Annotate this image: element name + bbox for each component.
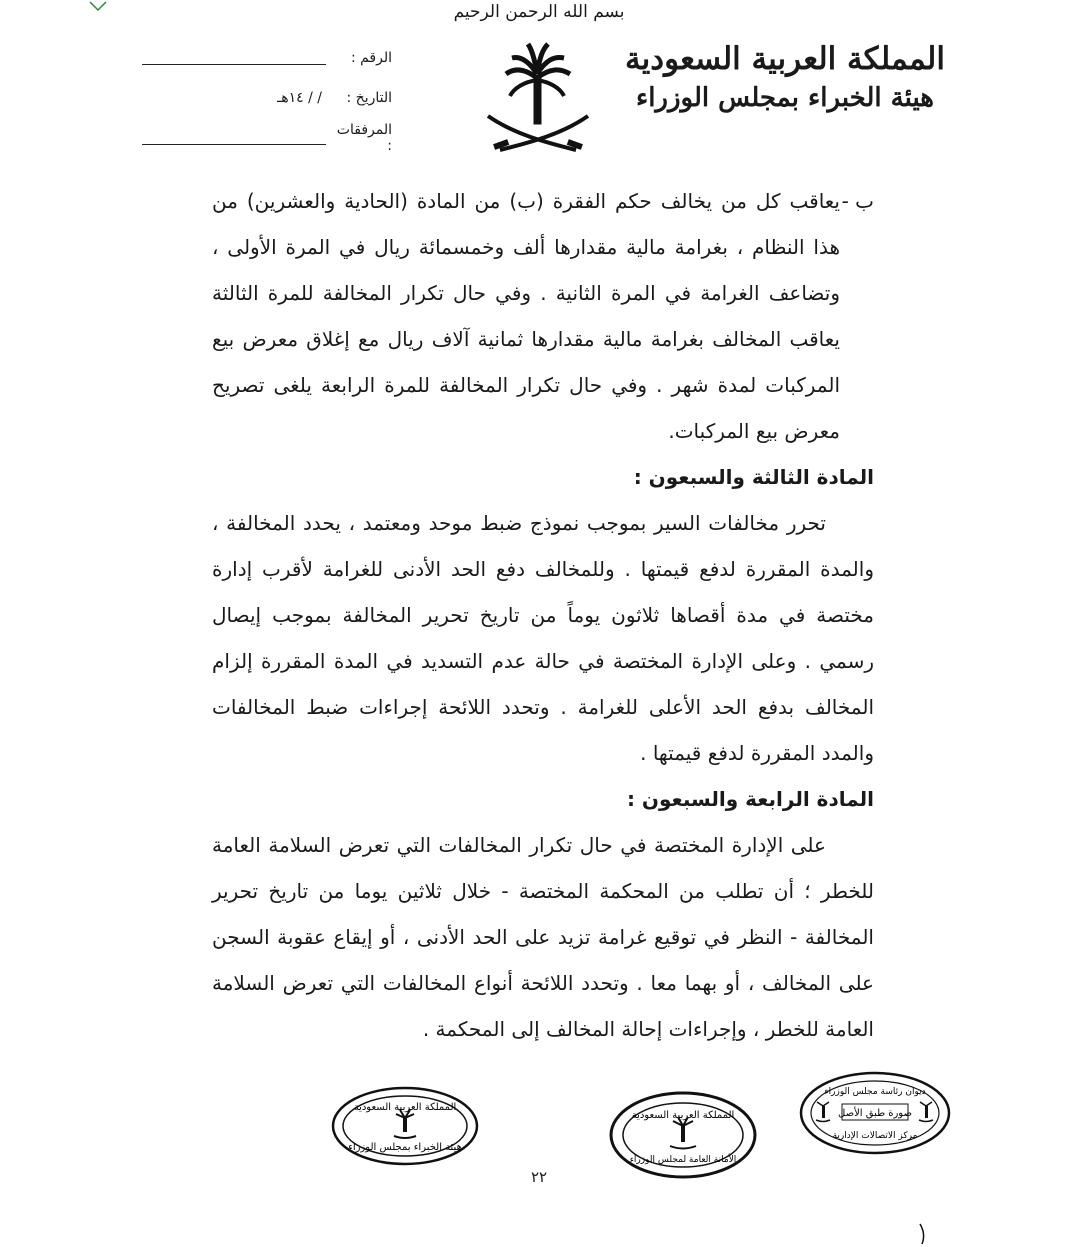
item-b-paragraph	[212, 178, 874, 454]
palm-swords-emblem-icon	[484, 38, 592, 160]
attachments-line	[142, 132, 326, 145]
middle-seal-emblem-icon	[670, 1117, 696, 1149]
left-seal-top-text: المملكة العربية السعودية	[353, 1102, 457, 1113]
right-seal-middle-text: صورة طبق الأصل	[838, 1108, 912, 1119]
reference-line	[142, 52, 326, 65]
document-body	[212, 178, 874, 1052]
date-row	[142, 78, 392, 118]
official-seals	[0, 1068, 1078, 1178]
document-reference-block	[142, 38, 392, 158]
experts-authority-seal	[330, 1086, 480, 1166]
item-b-marker: ب -	[841, 189, 874, 213]
page-number: ٢٢	[530, 1168, 548, 1186]
basmala: بسم الله الرحمن الرحيم	[453, 2, 625, 22]
middle-seal-top-text: المملكة العربية السعودية	[631, 1110, 735, 1121]
general-secretariat-seal	[608, 1090, 758, 1180]
organization-header	[620, 38, 950, 116]
right-seal-top-text: ديوان رئاسة مجلس الوزراء	[824, 1087, 926, 1097]
date-value: / / ١٤هـ	[277, 90, 322, 106]
date-label: التاريخ :	[346, 90, 392, 106]
left-seal-bottom-text: هيئة الخبراء بمجلس الوزراء	[348, 1142, 462, 1153]
article-74-text: على الإدارة المختصة في حال تكرار المخالفات التي تعرض السلامة العامة للخطر ؛ أن تطلب من المحكمة المختصة - خلال ثلاثين يوما من تاريخ تحرير المخالفة - النظر في توقيع غرامة تزيد على الحد الأدنى ، أو إيقاع عقوبة السجن على المخالف ، أو بهما معا . وتحدد اللائحة أنواع المخالفات التي تعرض السلامة العامة للخطر ، وإجراءات إحالة المخالف إلى المحكمة .	[212, 833, 874, 1041]
left-seal-emblem-icon	[394, 1110, 416, 1138]
authority-name: هيئة الخبراء بمجلس الوزراء	[635, 83, 934, 113]
true-copy-seal	[798, 1070, 952, 1156]
attachments-label: المرفقات :	[336, 122, 392, 154]
article-73-text: تحرر مخالفات السير بموجب نموذج ضبط موحد ومعتمد ، يحدد المخالفة ، والمدة المقررة لدفع قيمتها . وللمخالف دفع الحد الأدنى للغرامة لأقرب إدارة مختصة في مدة أقصاها ثلاثون يوماً من تاريخ تحرير المخالفة بموجب إيصال رسمي . وعلى الإدارة المختصة في حالة عدم التسديد في المدة المقررة إلزام المخالف بدفع الحد الأعلى للغرامة . وتحدد اللائحة إجراءات ضبط المخالفات والمدد المقررة لدفع قيمتها .	[212, 511, 874, 765]
item-b-text: يعاقب كل من يخالف حكم الفقرة (ب) من المادة (الحادية والعشرين) من هذا النظام ، بغرامة مالية مقدارها ألف وخمسمائة ريال في المرة الأولى ، وتضاعف الغرامة في المرة الثانية . وفي حال تكرار المخالفة للمرة الثالثة يعاقب المخالف بغرامة مالية مقدارها ثمانية آلاف ريال مع إغلاق معرض بيع المركبات لمدة شهر . وفي حال تكرار المخالفة للمرة الرابعة يلغى تصريح معرض بيع المركبات.	[212, 189, 840, 443]
attachments-row	[142, 118, 392, 158]
reference-row	[142, 38, 392, 78]
country-name: المملكة العربية السعودية	[625, 41, 945, 77]
right-seal-emblem-right-icon	[919, 1102, 933, 1122]
middle-seal-bottom-text: الأمانة العامة لمجلس الوزراء	[629, 1155, 737, 1165]
article-73-title: المادة الثالثة والسبعون :	[633, 465, 874, 489]
corner-bracket-icon	[918, 1222, 928, 1246]
right-seal-bottom-text: مركز الاتصالات الإدارية	[832, 1131, 918, 1141]
reference-label: الرقم :	[350, 50, 392, 66]
right-seal-emblem-left-icon	[816, 1102, 830, 1122]
article-74-title: المادة الرابعة والسبعون :	[626, 787, 874, 811]
